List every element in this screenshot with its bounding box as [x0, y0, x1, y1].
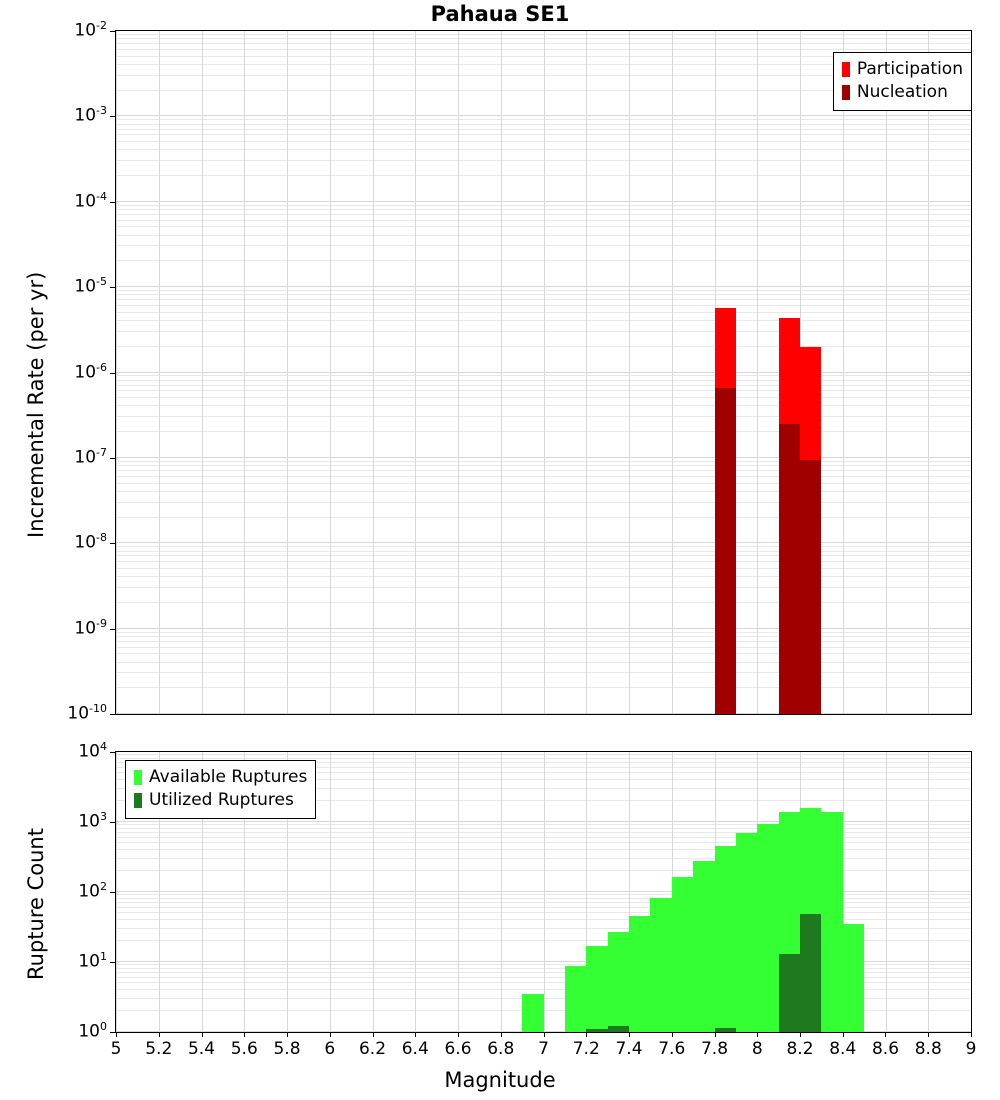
x-axis-tick-label: 5 [110, 1039, 122, 1059]
x-axis-tick-label: 7 [538, 1039, 549, 1059]
legend-item [134, 766, 307, 789]
x-axis-tick-mark [885, 1032, 886, 1037]
legend-swatch-icon [134, 770, 142, 785]
bar [715, 846, 736, 1032]
grid-line [116, 752, 117, 1032]
bar [608, 932, 629, 1032]
grid-line [886, 31, 887, 714]
bar [843, 924, 864, 1032]
x-axis-tick-label: 6.6 [444, 1039, 472, 1059]
y-axis-tick-mark [110, 629, 115, 630]
grid-line [202, 31, 203, 714]
x-axis-tick-mark [544, 1032, 545, 1037]
grid-line [971, 752, 972, 1032]
y-axis-tick-mark [110, 287, 115, 288]
y-axis-tick-label: $10^{-6}$ [74, 360, 107, 383]
y-axis-tick-mark [110, 373, 115, 374]
x-axis-tick-mark [458, 1032, 459, 1037]
x-axis-tick-label: 5.2 [145, 1039, 173, 1059]
bar [821, 812, 842, 1032]
bar [693, 861, 714, 1032]
grid-line [672, 31, 673, 714]
x-axis-title: Magnitude [444, 1068, 556, 1092]
bar [736, 833, 757, 1032]
grid-line [244, 31, 245, 714]
x-axis-tick-mark [415, 1032, 416, 1037]
y-axis-tick-label: $10^{-2}$ [74, 19, 107, 41]
grid-line [373, 31, 374, 714]
y-axis-tick-label: $10^{-4}$ [74, 189, 107, 212]
x-axis-tick-mark [586, 1032, 587, 1037]
x-axis-tick-label: 5.8 [273, 1039, 301, 1059]
grid-line [928, 752, 929, 1032]
x-axis-tick-mark [928, 1032, 929, 1037]
legend-label: Participation [856, 59, 963, 79]
legend-item [842, 81, 963, 104]
y-axis-tick-label: $10^{-5}$ [74, 275, 107, 297]
bar [522, 994, 543, 1032]
legend-rupture-count [125, 760, 316, 819]
y-axis-tick-label: $10^4$ [78, 740, 107, 762]
y-axis-tick-mark [110, 822, 115, 823]
y-axis-tick-mark [110, 892, 115, 893]
x-axis-tick-label: 5.4 [187, 1039, 216, 1059]
legend-swatch-icon [842, 62, 850, 77]
x-axis-tick-mark [330, 1032, 331, 1037]
grid-line [415, 31, 416, 714]
x-axis-tick-label: 8.8 [914, 1039, 942, 1059]
x-axis-tick-label: 8.4 [829, 1039, 857, 1059]
grid-line [373, 752, 374, 1032]
x-axis-tick-label: 6.8 [487, 1039, 515, 1059]
x-axis-tick-mark [373, 1032, 374, 1037]
y-axis-title-bottom: Rupture Count [24, 828, 48, 980]
x-axis-tick-mark [715, 1032, 716, 1037]
x-axis-tick-mark [287, 1032, 288, 1037]
x-axis-tick-label: 5.6 [230, 1039, 258, 1059]
y-axis-tick-label: $10^{-8}$ [74, 531, 107, 553]
bar [629, 916, 650, 1032]
y-axis-tick-label: $10^1$ [78, 950, 107, 972]
bar [672, 877, 693, 1032]
x-axis-tick-label: 7.2 [572, 1039, 600, 1059]
legend-swatch-icon [134, 793, 142, 808]
grid-line [971, 31, 972, 714]
y-axis-tick-label: $10^{-10}$ [67, 702, 107, 724]
legend-item [842, 58, 963, 81]
x-axis-tick-label: 8.6 [871, 1039, 900, 1059]
grid-line [629, 31, 630, 714]
bar [715, 388, 736, 714]
grid-line [544, 31, 545, 714]
grid-line [757, 31, 758, 714]
y-axis-tick-label: $10^{-7}$ [74, 445, 107, 468]
y-axis-tick-mark [110, 1032, 115, 1033]
x-axis-tick-label: 8 [751, 1039, 763, 1059]
y-axis-tick-mark [110, 116, 115, 117]
bar [586, 1029, 607, 1032]
x-axis-tick-label: 7.8 [700, 1039, 729, 1059]
bar [800, 460, 821, 714]
y-axis-tick-label: $10^{-9}$ [74, 616, 107, 639]
x-axis-tick-label: 7.6 [658, 1039, 686, 1059]
grid-line [501, 31, 502, 714]
legend-item [134, 789, 307, 812]
y-axis-tick-label: $10^3$ [78, 810, 107, 832]
x-axis-tick-mark [244, 1032, 245, 1037]
grid-line [843, 31, 844, 714]
legend-label: Utilized Ruptures [149, 789, 294, 810]
page-title: Pahaua SE1 [430, 2, 570, 26]
y-axis-tick-mark [110, 202, 115, 203]
y-axis-tick-mark [110, 458, 115, 459]
y-axis-tick-mark [110, 543, 115, 544]
x-axis-tick-label: 6.4 [401, 1039, 429, 1059]
x-axis-tick-label: 9 [965, 1039, 977, 1059]
grid-line [886, 752, 887, 1032]
grid-line [458, 752, 459, 1032]
grid-line [159, 31, 160, 714]
grid-line [458, 31, 459, 714]
grid-line [116, 31, 117, 714]
bar [779, 954, 800, 1032]
y-axis-tick-mark [110, 962, 115, 963]
x-axis-tick-label: 8.2 [786, 1039, 814, 1059]
x-axis-tick-mark [202, 1032, 203, 1037]
bar [715, 1028, 736, 1032]
x-axis-tick-label: 7.4 [615, 1039, 643, 1059]
y-axis-tick-label: $10^0$ [78, 1020, 107, 1042]
bar [779, 424, 800, 714]
bar [757, 824, 778, 1032]
grid-line [501, 752, 502, 1032]
legend-label: Available Ruptures [149, 767, 308, 787]
y-axis-tick-label: $10^{-3}$ [74, 104, 107, 127]
bar [608, 1026, 629, 1032]
x-axis-tick-mark [757, 1032, 758, 1037]
grid-line [287, 31, 288, 714]
grid-line [586, 31, 587, 714]
x-axis-tick-mark [800, 1032, 801, 1037]
grid-line [928, 31, 929, 714]
grid-line [330, 31, 331, 714]
x-axis-tick-mark [843, 1032, 844, 1037]
grid-line [415, 752, 416, 1032]
y-axis-tick-mark [110, 31, 115, 32]
x-axis-tick-label: 6 [324, 1039, 336, 1059]
x-axis-tick-mark [116, 1032, 117, 1037]
x-axis-tick-label: 6.2 [358, 1039, 387, 1059]
x-axis-tick-mark [672, 1032, 673, 1037]
x-axis-tick-mark [159, 1032, 160, 1037]
grid-line [330, 752, 331, 1032]
x-axis-tick-mark [971, 1032, 972, 1037]
legend-incremental-rate [833, 52, 972, 111]
x-axis-tick-mark [629, 1032, 630, 1037]
incremental-rate-plot [115, 30, 972, 715]
grid-line [544, 752, 545, 1032]
y-axis-title-top: Incremental Rate (per yr) [24, 271, 48, 538]
legend-swatch-icon [842, 85, 850, 100]
y-axis-tick-label: $10^2$ [78, 880, 107, 902]
bar [565, 966, 586, 1032]
legend-label: Nucleation [856, 81, 948, 102]
y-axis-tick-mark [110, 714, 115, 715]
x-axis-tick-mark [501, 1032, 502, 1037]
bar [650, 898, 671, 1032]
bar [586, 946, 607, 1032]
bar [800, 914, 821, 1032]
y-axis-tick-mark [110, 752, 115, 753]
